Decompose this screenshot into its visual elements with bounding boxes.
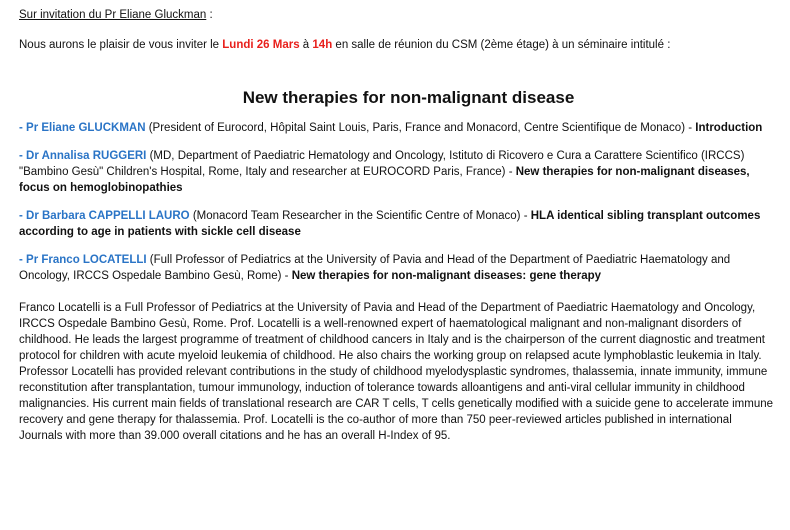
invitation-colon: : — [206, 9, 213, 21]
speaker-affiliation: (Monacord Team Researcher in the Scientific Centre of Monaco) - — [189, 210, 531, 222]
speaker-talk-title: New therapies for non-malignant diseases, focus on hemoglobinopathies — [19, 166, 750, 194]
seminar-time: 14h — [312, 39, 333, 51]
speaker-entry-ruggeri — [19, 148, 778, 196]
invite-before: Nous aurons le plaisir de vous inviter le — [19, 39, 223, 51]
invitation-line: Sur invitation du Pr Eliane Gluckman — [19, 9, 207, 21]
speaker-dash: - — [19, 150, 27, 162]
seminar-date: Lundi 26 Mars — [222, 39, 300, 51]
speaker-dash: - — [19, 122, 27, 134]
invitation-paragraph — [19, 37, 778, 53]
speaker-talk-title: New therapies for non-malignant diseases: gene therapy — [291, 270, 602, 282]
seminar-title: New therapies for non-malignant disease — [242, 88, 575, 107]
speaker-affiliation: (MD, Department of Paediatric Hematology and Oncology, Istituto di Ricovero e Cura a Carattere Scientifico (IRCCS) "Bambino Gesù" Children's Hospital, Rome, Italy and researcher at EUROCORD Paris, France) - — [19, 150, 745, 178]
speaker-affiliation: (President of Eurocord, Hôpital Saint Louis, Paris, France and Monacord, Centre Scientifique de Monaco) - — [145, 122, 696, 134]
speaker-name: Pr Eliane GLUCKMAN — [26, 122, 146, 134]
speaker-entry-cappelli — [19, 208, 778, 240]
invite-mid: à — [299, 39, 313, 51]
speaker-talk-title: HLA identical sibling transplant outcomes according to age in patients with sickle cell disease — [19, 210, 761, 238]
speaker-bio-paragraph: Franco Locatelli is a Full Professor of Pediatrics at the University of Pavia and Head of the Department of Paediatric Haematology and Oncology, IRCCS Ospedale Bambino Gesù, Rome. Prof. Locatelli is a well-renowned expert of haematological malignant and non-malignant disorders of childhood. He leads the largest programme of treatment of childhood cancers in Italy and is the chairperson of the current diagnostic and treatment protocol for children with acute myeloid leukemia of childhood. He also chairs the working group on relapsed acute lymphoblastic leukemia in Italy. Professor Locatelli has provided relevant contributions in the study of childhood myelodysplastic syndromes, thalassemia, innate immunity, immune reconstitution after transplantation, tumour immunology, induction of tolerance towards alloantigens and anti-viral cellular immunity in childhood malignancies. His current main fields of translational research are CAR T cells, T cells genetically modified with a suicide gene to accelerate immune recovery and gene therapy for thalassemia. Prof. Locatelli is the co-author of more than 750 peer-reviewed articles published in international Journals with more than 39.000 overall citations and he has an overall H-Index of 95. — [19, 302, 774, 442]
speaker-entry-gluckman — [19, 120, 778, 136]
invitation-header — [19, 7, 778, 23]
speaker-dash: - — [19, 254, 27, 266]
invite-after: en salle de réunion du CSM (2ème étage) à un séminaire intitulé : — [332, 39, 671, 51]
speaker-talk-title: Introduction — [695, 122, 763, 134]
speaker-dash: - — [19, 210, 27, 222]
speaker-entry-locatelli — [19, 252, 778, 284]
speaker-name: Dr Barbara CAPPELLI LAURO — [26, 210, 190, 222]
speaker-name: Pr Franco LOCATELLI — [26, 254, 147, 266]
speaker-name: Dr Annalisa RUGGERI — [26, 150, 147, 162]
speaker-affiliation: (Full Professor of Pediatrics at the University of Pavia and Head of the Department of Paediatric Haematology and Oncology, IRCCS Ospedale Bambino Gesù, Rome) - — [19, 254, 731, 282]
